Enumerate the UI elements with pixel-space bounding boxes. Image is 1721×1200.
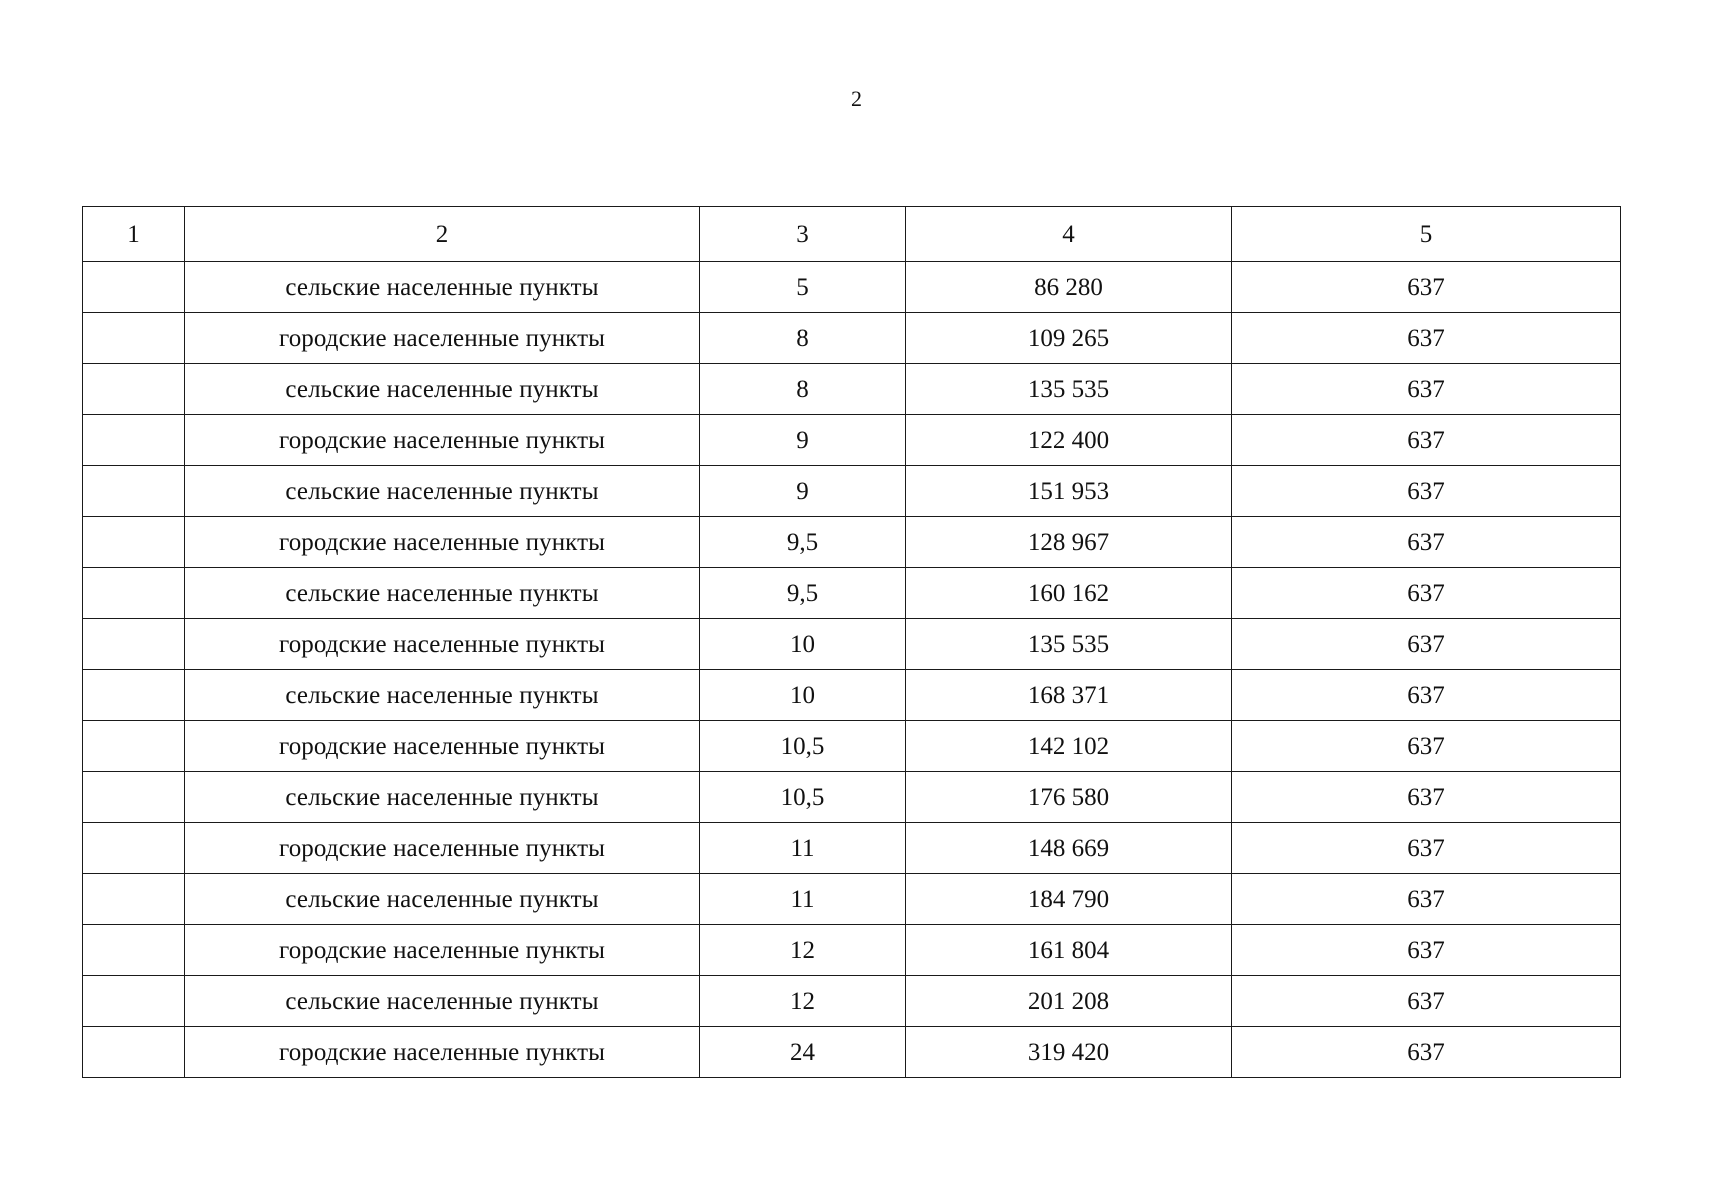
value-col4-cell: 109 265 — [906, 313, 1232, 364]
value-col4-cell: 135 535 — [906, 619, 1232, 670]
row-number-cell — [83, 313, 185, 364]
row-number-cell — [83, 262, 185, 313]
value-col5-cell: 637 — [1232, 874, 1621, 925]
value-col5-cell: 637 — [1232, 670, 1621, 721]
value-col5-cell: 637 — [1232, 1027, 1621, 1078]
value-col3-cell: 5 — [700, 262, 906, 313]
value-col3-cell: 8 — [700, 313, 906, 364]
row-number-cell — [83, 874, 185, 925]
table-row — [83, 823, 1621, 874]
value-col4-cell: 161 804 — [906, 925, 1232, 976]
table-row — [83, 976, 1621, 1027]
value-col4-cell: 148 669 — [906, 823, 1232, 874]
value-col4-cell: 128 967 — [906, 517, 1232, 568]
value-col3-cell: 8 — [700, 364, 906, 415]
value-col4-cell: 168 371 — [906, 670, 1232, 721]
header-cell-2: 2 — [185, 207, 700, 262]
value-col3-cell: 9,5 — [700, 517, 906, 568]
row-number-cell — [83, 466, 185, 517]
value-col4-cell: 135 535 — [906, 364, 1232, 415]
settlement-type-cell: городские населенные пункты — [185, 415, 700, 466]
value-col4-cell: 142 102 — [906, 721, 1232, 772]
row-number-cell — [83, 976, 185, 1027]
value-col5-cell: 637 — [1232, 262, 1621, 313]
row-number-cell — [83, 670, 185, 721]
value-col3-cell: 12 — [700, 976, 906, 1027]
header-cell-1: 1 — [83, 207, 185, 262]
table-row — [83, 517, 1621, 568]
header-cell-5: 5 — [1232, 207, 1621, 262]
data-table — [82, 206, 1621, 1078]
value-col3-cell: 12 — [700, 925, 906, 976]
table-row — [83, 772, 1621, 823]
value-col5-cell: 637 — [1232, 772, 1621, 823]
row-number-cell — [83, 1027, 185, 1078]
settlement-type-cell: сельские населенные пункты — [185, 568, 700, 619]
value-col3-cell: 10 — [700, 670, 906, 721]
table-row — [83, 1027, 1621, 1078]
value-col3-cell: 9 — [700, 415, 906, 466]
value-col3-cell: 9 — [700, 466, 906, 517]
settlement-type-cell: сельские населенные пункты — [185, 466, 700, 517]
value-col5-cell: 637 — [1232, 517, 1621, 568]
row-number-cell — [83, 415, 185, 466]
table-row — [83, 415, 1621, 466]
header-cell-4: 4 — [906, 207, 1232, 262]
table-row — [83, 568, 1621, 619]
value-col4-cell: 86 280 — [906, 262, 1232, 313]
settlement-type-cell: сельские населенные пункты — [185, 262, 700, 313]
settlement-type-cell: городские населенные пункты — [185, 823, 700, 874]
table-row — [83, 619, 1621, 670]
table-row — [83, 721, 1621, 772]
value-col4-cell: 184 790 — [906, 874, 1232, 925]
value-col4-cell: 176 580 — [906, 772, 1232, 823]
table-row — [83, 364, 1621, 415]
table-row — [83, 262, 1621, 313]
value-col5-cell: 637 — [1232, 721, 1621, 772]
row-number-cell — [83, 772, 185, 823]
value-col5-cell: 637 — [1232, 415, 1621, 466]
value-col4-cell: 122 400 — [906, 415, 1232, 466]
table-header-row — [83, 207, 1621, 262]
row-number-cell — [83, 823, 185, 874]
settlement-type-cell: сельские населенные пункты — [185, 670, 700, 721]
value-col3-cell: 10,5 — [700, 772, 906, 823]
data-table-container — [82, 206, 1620, 1078]
row-number-cell — [83, 721, 185, 772]
value-col3-cell: 9,5 — [700, 568, 906, 619]
table-row — [83, 670, 1621, 721]
settlement-type-cell: городские населенные пункты — [185, 721, 700, 772]
row-number-cell — [83, 925, 185, 976]
value-col3-cell: 10 — [700, 619, 906, 670]
settlement-type-cell: сельские населенные пункты — [185, 976, 700, 1027]
header-cell-3: 3 — [700, 207, 906, 262]
value-col5-cell: 637 — [1232, 364, 1621, 415]
row-number-cell — [83, 619, 185, 670]
value-col3-cell: 11 — [700, 874, 906, 925]
value-col3-cell: 11 — [700, 823, 906, 874]
table-row — [83, 925, 1621, 976]
settlement-type-cell: сельские населенные пункты — [185, 874, 700, 925]
row-number-cell — [83, 568, 185, 619]
value-col5-cell: 637 — [1232, 568, 1621, 619]
settlement-type-cell: сельские населенные пункты — [185, 772, 700, 823]
row-number-cell — [83, 364, 185, 415]
table-row — [83, 466, 1621, 517]
settlement-type-cell: городские населенные пункты — [185, 313, 700, 364]
value-col4-cell: 151 953 — [906, 466, 1232, 517]
settlement-type-cell: городские населенные пункты — [185, 1027, 700, 1078]
value-col3-cell: 10,5 — [700, 721, 906, 772]
value-col4-cell: 319 420 — [906, 1027, 1232, 1078]
value-col4-cell: 160 162 — [906, 568, 1232, 619]
value-col5-cell: 637 — [1232, 823, 1621, 874]
value-col3-cell: 24 — [700, 1027, 906, 1078]
value-col5-cell: 637 — [1232, 313, 1621, 364]
value-col5-cell: 637 — [1232, 925, 1621, 976]
table-row — [83, 874, 1621, 925]
table-row — [83, 313, 1621, 364]
settlement-type-cell: городские населенные пункты — [185, 517, 700, 568]
settlement-type-cell: городские населенные пункты — [185, 925, 700, 976]
settlement-type-cell: городские населенные пункты — [185, 619, 700, 670]
value-col4-cell: 201 208 — [906, 976, 1232, 1027]
value-col5-cell: 637 — [1232, 466, 1621, 517]
value-col5-cell: 637 — [1232, 976, 1621, 1027]
settlement-type-cell: сельские населенные пункты — [185, 364, 700, 415]
page-number: 2 — [851, 86, 862, 111]
row-number-cell — [83, 517, 185, 568]
value-col5-cell: 637 — [1232, 619, 1621, 670]
